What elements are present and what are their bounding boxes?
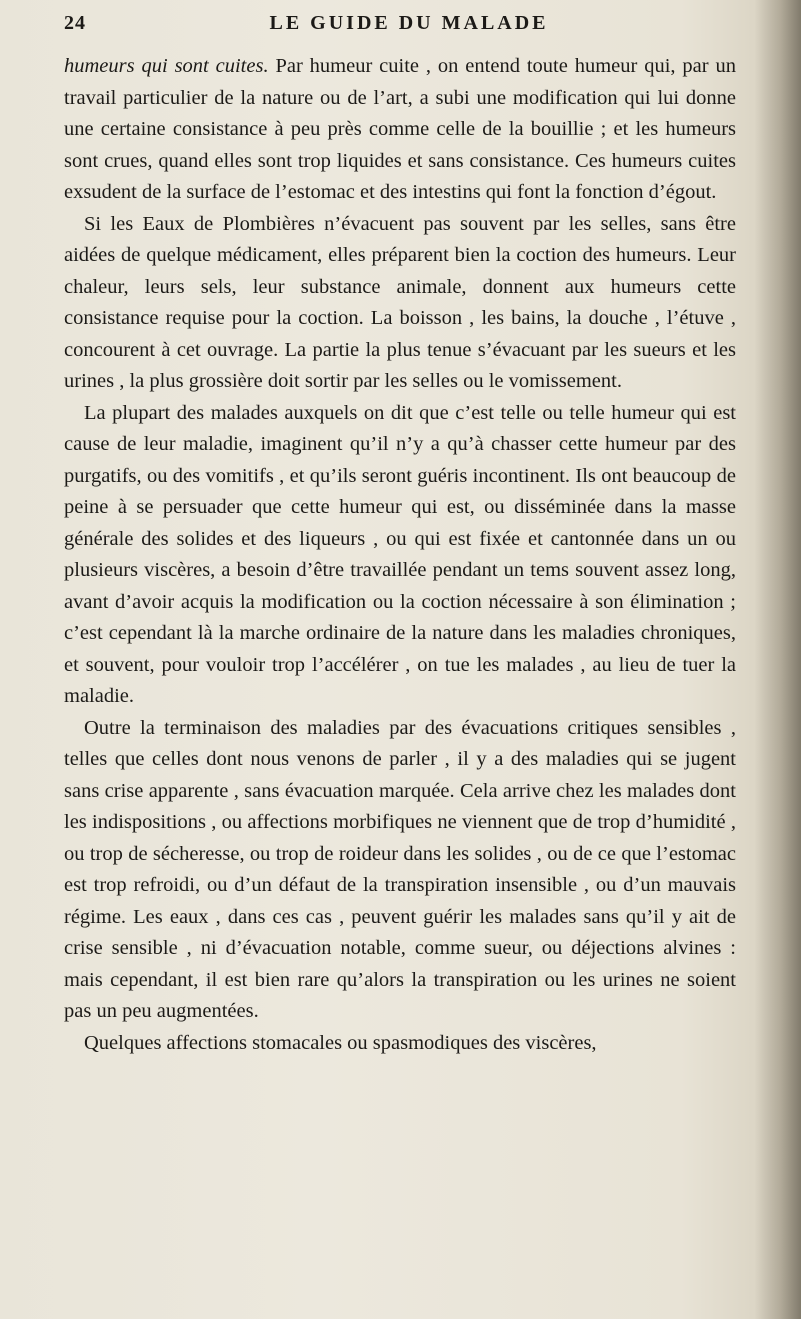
paragraph-1-text: Par humeur cuite , on entend toute humeur qui, par un travail particulier de la nature ou de l’art, a subi une modification qui lui donne une certaine consistance à peu près comme celle de la bouillie ; et les humeurs sont crues, quand elles sont trop liquides et sans consistance. Ces humeurs cuites exsudent de la surface de l’estomac et des intestins qui font la fonction d’égout. (64, 55, 736, 203)
running-head (64, 12, 726, 48)
paragraph-3: La plupart des malades auxquels on dit que c’est telle ou telle humeur qui est cause de leur maladie, imaginent qu’il n’y a qu’à chasser cette humeur par des purgatifs, ou des vomitifs , et qu’ils seront guéris incontinent. Ils ont beaucoup de peine à se persuader que cette humeur qui est, ou disséminée dans la masse générale des solides et des liqueurs , ou qui est fixée et cantonnée dans un ou plusieurs viscères, a besoin d’être travaillée pendant un tems souvent assez long, avant d’avoir acquis la modification ou la coction nécessaire à son élimination ; c’est cependant là la marche ordinaire de la nature dans les maladies chroniques, et souvent, pour vouloir trop l’accélérer , on tue les malades , au lieu de tuer la maladie. (64, 401, 736, 707)
paragraph-1 (64, 51, 736, 209)
running-title: LE GUIDE DU MALADE (269, 12, 549, 34)
paragraph-4: Outre la terminaison des maladies par des évacuations critiques sensibles , telles que celles dont nous venons de parler , il y a des maladies qui se jugent sans crise apparente , sans évacuation marquée. Cela arrive chez les malades dont les indispositions , ou affections morbifiques ne viennent que de trop d’humidité , ou trop de sécheresse, ou trop de roideur dans les solides , ou de ce que l’estomac est trop refroidi, ou d’un défaut de la transpiration insensible , ou d’un mauvais régime. Les eaux , dans ces cas , peuvent guérir les malades sans qu’il y ait de crise sensible , ni d’évacuation notable, comme sueur, ou déjections alvines : mais cependant, il est bien rare qu’alors la transpiration ou les urines ne soient pas un peu augmentées. (64, 716, 736, 1022)
body-text (64, 51, 736, 1059)
paragraph-1-lead: humeurs qui sont cuites. (64, 55, 269, 77)
paragraph-2: Si les Eaux de Plombières n’évacuent pas souvent par les selles, sans être aidées de quelque médicament, elles préparent bien la coction des humeurs. Leur chaleur, leurs sels, leur substance animale, donnent aux humeurs cette consistance requise pour la coction. La boisson , les bains, la douche , l’étuve , concourent à cet ouvrage. La partie la plus tenue s’évacuant par les sueurs et les urines , la plus grossière doit sortir par les selles ou le vomissement. (64, 212, 736, 392)
page-edge-shadow (755, 0, 801, 1319)
page-number: 24 (64, 12, 86, 34)
paragraph-5: Quelques affections stomacales ou spasmodiques des viscères, (84, 1031, 597, 1054)
